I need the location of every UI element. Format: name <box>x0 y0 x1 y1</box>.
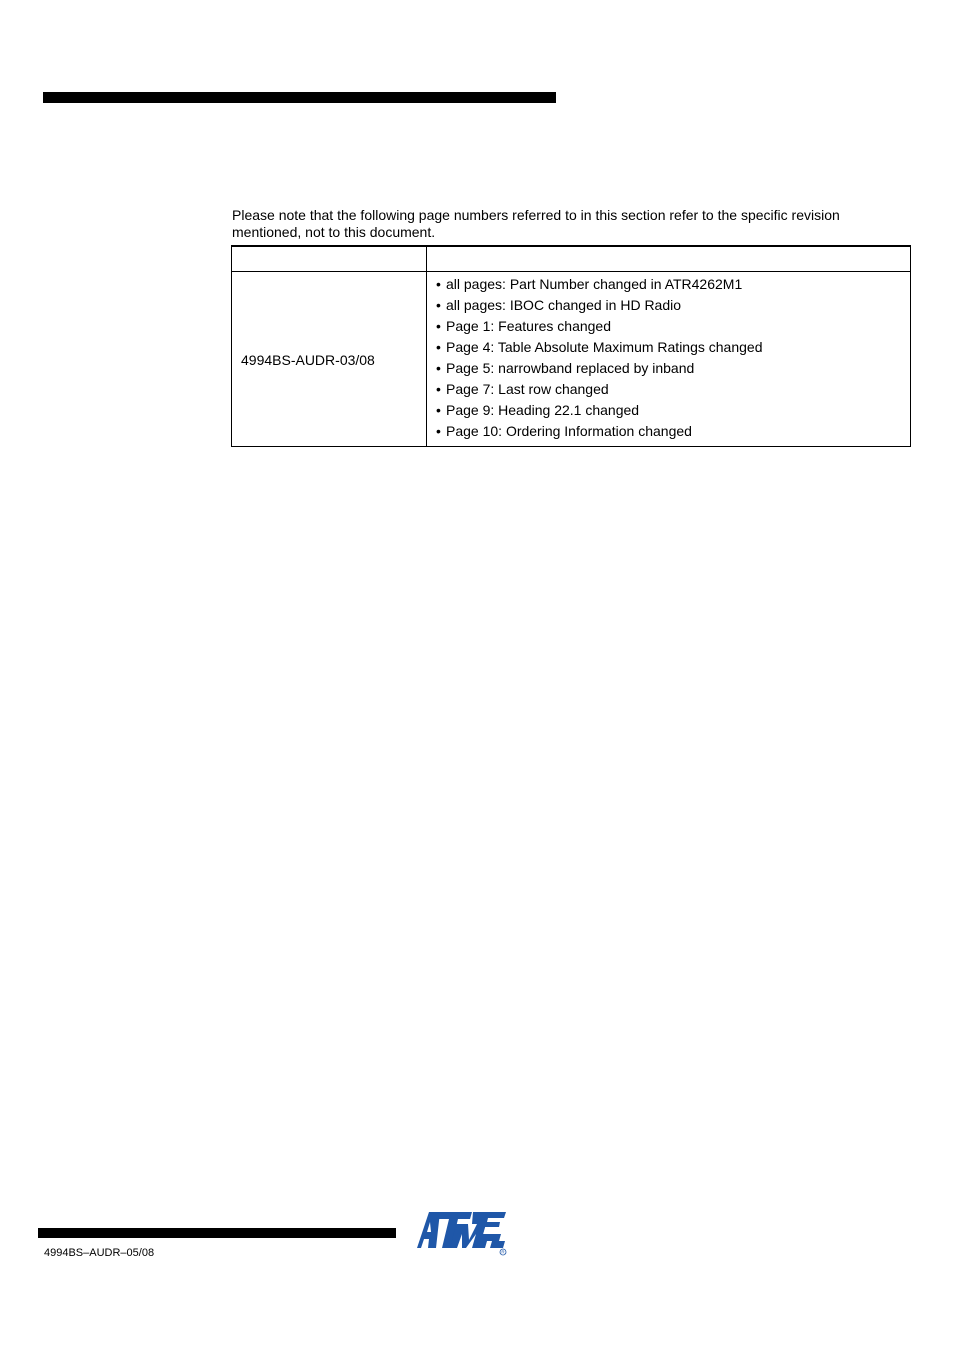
header-revision <box>232 246 427 272</box>
document-number: 4994BS–AUDR–05/08 <box>44 1247 155 1259</box>
changes-cell <box>427 272 911 447</box>
header-rule <box>43 92 556 103</box>
revision-number: 4994BS-AUDR-03/08 <box>232 272 427 447</box>
table-row <box>232 272 911 447</box>
list-item: • all pages: Part Number changed in ATR4262M1 <box>436 276 743 292</box>
list-item: • Page 7: Last row changed <box>436 381 609 397</box>
header-changes <box>427 246 911 272</box>
svg-text:R: R <box>501 1249 505 1255</box>
list-item: • Page 1: Features changed <box>436 318 612 334</box>
change-list <box>436 274 910 442</box>
list-item: • Page 5: narrowband replaced by inband <box>436 360 695 376</box>
intro-paragraph: Please note that the following page numbers referred to in this section refer to the specific revision mentioned, not to this document. <box>232 207 840 240</box>
revision-history-table <box>231 245 911 447</box>
list-item: • Page 10: Ordering Information changed <box>436 423 692 439</box>
list-item: • Page 9: Heading 22.1 changed <box>436 402 640 418</box>
list-item: • Page 4: Table Absolute Maximum Ratings changed <box>436 339 763 355</box>
table-header-row <box>232 246 911 272</box>
list-item: • all pages: IBOC changed in HD Radio <box>436 297 682 313</box>
footer-rule <box>38 1228 396 1238</box>
atmel-logo-icon <box>410 1210 510 1258</box>
